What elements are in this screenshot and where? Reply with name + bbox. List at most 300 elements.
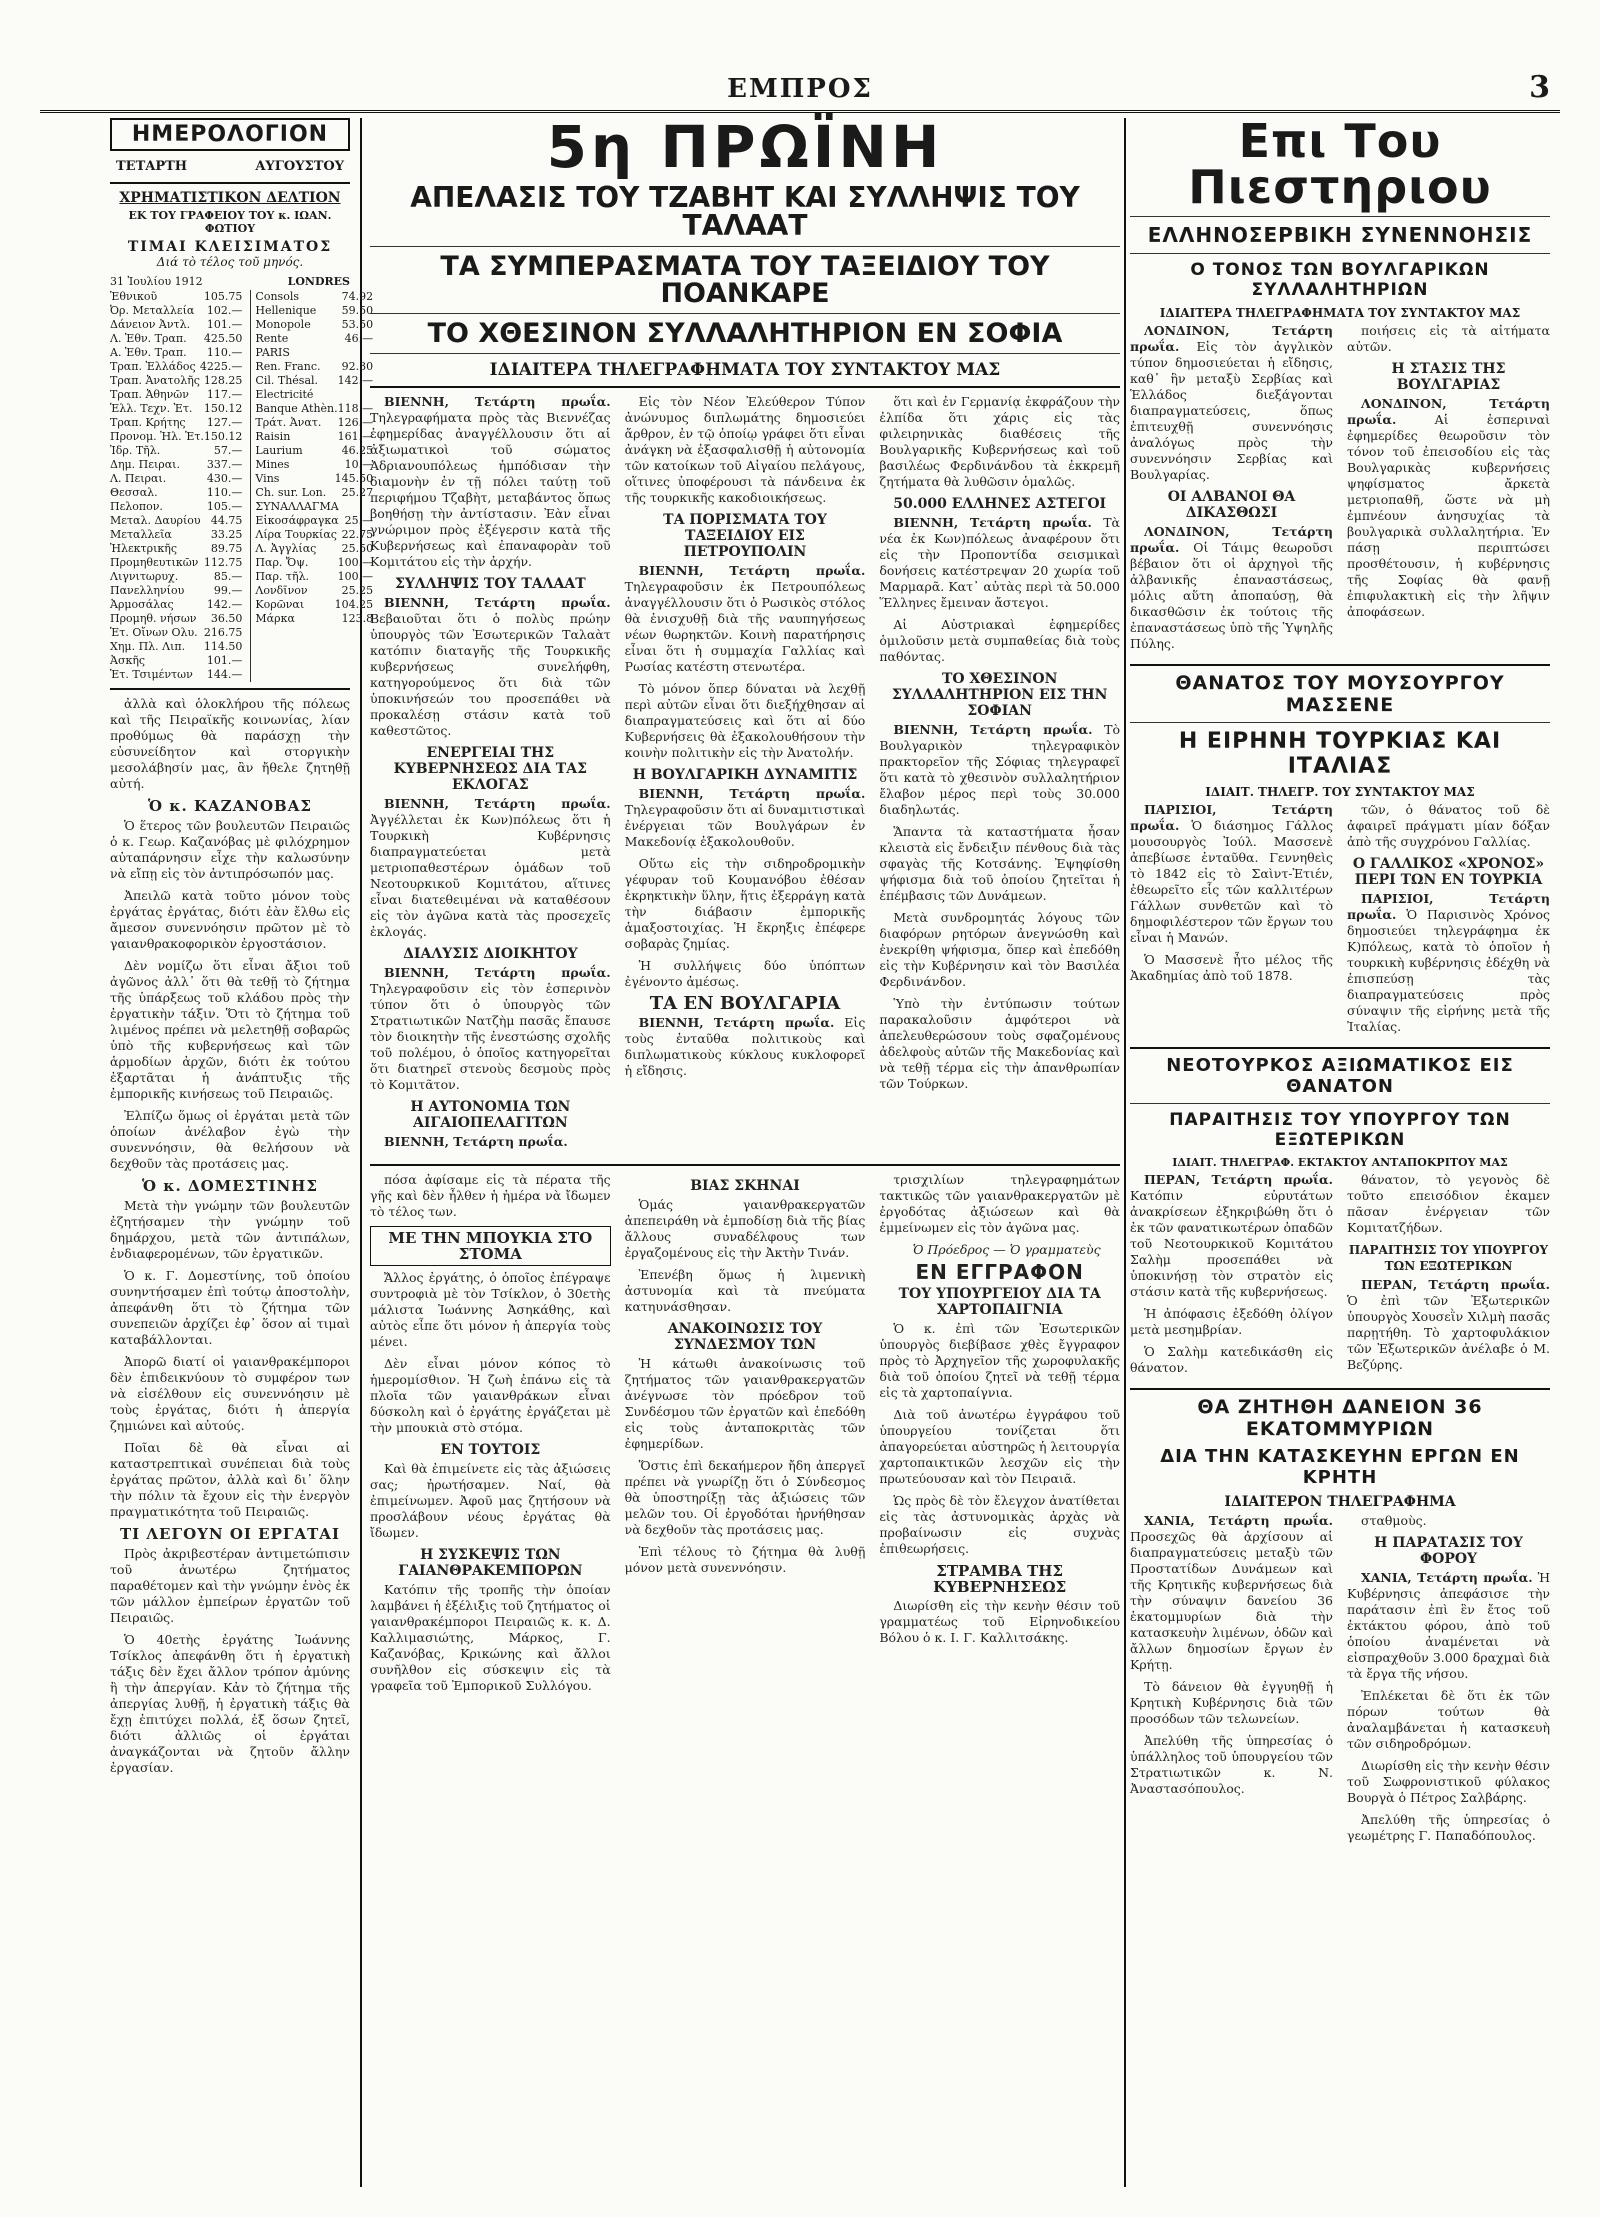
subheading: ΙΔΙΑΙΤΕΡΑ ΤΗΛΕΓΡΑΦΗΜΑΤΑ ΤΟΥ ΣΥΝΤΑΚΤΟΥ ΜΑΣ (1159, 306, 1521, 320)
paragraph: Ἀπειλῶ κατὰ τοῦτο μόνον τοὺς ἐργάτας ἐργάτας, διότι ἐὰν ἔλθω εἰς ἄμεσον συνεννόησιν πρῶτον μὲ τὸ γαιανθρακοφορικὸν ἐργοστάσιον. (110, 888, 350, 951)
market-date-row (110, 275, 350, 288)
article-heading: ΣΥΛΛΗΨΙΣ ΤΟΥ ΤΑΛΑΑΤ (394, 576, 586, 592)
paragraph: Ὁ ἕτερος τῶν βουλευτῶν Πειραιῶς ὁ κ. Γεωρ. Καζανόβας μὲ φιλόχρημον αὐταπάρνησιν εἶχε τὴν καλωσύνην νὰ εἴπῃ εἰς τὸν ἀντιπρόσωπόν μας. (110, 818, 350, 881)
article-text: ποιήσεις εἰς τὰ αἰτήματα αὐτῶν. (1347, 323, 1550, 354)
news-column-right (1347, 802, 1550, 1041)
article-text: Εἰς τοὺς ἐνταῦθα πολιτικοὺς καὶ διπλωματικοὺς κύκλους κυκλοφορεῖ ἡ εἴδησις. (624, 1015, 866, 1078)
market-row (255, 318, 373, 332)
market-price: 25.— (344, 514, 374, 527)
market-security-name: Τραπ. Ἀθηνῶν (110, 388, 189, 401)
signature-line: Ὁ Πρόεδρος — Ὁ γραμματεὺς (912, 1242, 1101, 1257)
article-text: Ἡ συλλήψεις δύο ὑπόπτων ἐγένοντο ἀμέσως. (624, 958, 866, 989)
market-security-name: Α. Ἐθν. Τραπ. (110, 346, 187, 359)
news-grid-3 (1130, 1172, 1550, 1382)
divider (110, 688, 350, 690)
market-row (110, 584, 242, 598)
article-text: Ἄλλος ἐργάτης, ὁ ὁποῖος ἐπέγραψε συντροφιὰ μὲ τὸν Τσίκλον, ὁ 30ετὴς μάλιστα Ἰωάννης Ἀσηκάθης, καὶ αὐτὸς εἶπε ὅτι μόνον ἡ ἀπεργία τοὺς μένει. (370, 1270, 611, 1349)
market-price: 102.— (206, 304, 243, 317)
article-text: Ἅπαντα τὰ καταστήματα ἦσαν κλειστὰ εἰς ἔνδειξιν πένθους διὰ τὰς σφαγὰς τῆς Κοτσάνης. Ἐψηφίσθη ψήφισμα διὰ τοῦ ὁποίου ζητεῖται ἡ ἐπέμβασις τῶν Δυνάμεων. (879, 824, 1120, 903)
market-row (110, 514, 242, 528)
market-row (255, 570, 373, 584)
article-text: Ἐπὶ τέλους τὸ ζήτημα θὰ λυθῇ μόνον μετὰ συνεννόησιν. (624, 1544, 866, 1575)
article-text: Τηλεγραφοῦσιν ὅτι αἱ δυναμιτιστικαὶ ἐνέργειαι τῶν Βουλγάρων ἐν Μακεδονίᾳ ἐξακολουθοῦν. (624, 802, 866, 849)
market-security-name: Λ. Ἀγγλίας (255, 542, 317, 555)
market-price: 110.— (206, 346, 243, 359)
dateline: ΒΙΕΝΝΗ, Τετάρτη πρωΐα. (384, 1134, 568, 1149)
dateline: ΧΑΝΙΑ, Τετάρτη πρωΐα. (1144, 1513, 1333, 1528)
article-text: Τὸ μόνον ὅπερ δύναται νὰ λεχθῇ περὶ αὐτῶν εἶναι ὅτι διεξήχθησαν αἱ διαπραγματεύσεις καὶ ὅτι αἱ δύο Κυβερνήσεις θὰ ἐξακολουθήσουν τὴν κοινὴν πολιτικὴν εἰς τὴν Ἀνατολήν. (624, 681, 866, 760)
market-price: 145.50 (334, 472, 374, 485)
column-rule (1124, 118, 1126, 2187)
market-security-name: Consols (255, 290, 299, 303)
subheading: ΙΔΙΑΙΤΕΡΟΝ ΤΗΛΕΓΡΑΦΗΜΑ (1224, 1494, 1456, 1510)
market-security-name: Monopole (255, 318, 311, 331)
article-heading: Η ΣΤΑΣΙΣ ΤΗΣ ΒΟΥΛΓΑΡΙΑΣ (1391, 361, 1506, 393)
market-row (255, 598, 373, 612)
dateline: ΒΙΕΝΝΗ, Τετάρτη πρωΐα. (893, 722, 1093, 737)
market-row (255, 486, 373, 500)
market-security-name: Ἑτ. Οἴνων Ολυ. (110, 626, 198, 639)
dateline: ΒΙΕΝΝΗ, Τετάρτη πρωΐα. (384, 394, 611, 409)
market-row (110, 458, 242, 472)
market-row (255, 500, 373, 514)
market-security-name: Λονδῖνον (255, 584, 308, 597)
telegram-column-c (879, 394, 1120, 1156)
market-right-list (250, 290, 373, 682)
headline: ΔΙΑ ΤΗΝ ΚΑΤΑΣΚΕΥΗΝ ΕΡΓΩΝ ΕΝ ΚΡΗΤΗ (1160, 1446, 1520, 1488)
article-text: Τὸ δάνειον θὰ ἐγγυηθῇ ἡ Κρητικὴ Κυβέρνησις διὰ τῶν προσόδων τῶν τελωνείων. (1130, 1679, 1333, 1726)
market-row (110, 570, 242, 584)
market-security-name: Rente (255, 332, 289, 345)
article-heading: Η ΣΥΣΚΕΨΙΣ ΤΩΝ ΓΑΙΑΝΘΡΑΚΕΜΠΟΡΩΝ (398, 1547, 583, 1579)
market-security-name: Μεταλ. Δαυρίου (110, 514, 201, 527)
news-column-right (1347, 1513, 1550, 1850)
article-heading: ΕΝ ΕΓΓΡΑΦΟΝ (915, 1260, 1084, 1284)
market-row (110, 668, 242, 682)
local-column-middle (625, 1172, 866, 1700)
market-security-name: Προνομ. Ἠλ. Ἑτ. (110, 430, 204, 443)
article-heading: ΕΝ ΤΟΥΤΟΙΣ (440, 1442, 541, 1458)
headline: ΠΑΡΑΙΤΗΣΙΣ ΤΟΥ ΥΠΟΥΡΓΟΥ ΤΩΝ ΕΞΩΤΕΡΙΚΩΝ (1169, 1110, 1511, 1150)
article-text: Διωρίσθη εἰς τὴν κενὴν θέσιν τοῦ γραμματέως τοῦ Εἰρηνοδικείου Βόλου ὁ κ. Ι. Γ. Καλλιτσάκης. (879, 1598, 1120, 1645)
month: ΑΥΓΟΥΣΤΟΥ (255, 159, 344, 174)
market-security-name: PARIS (255, 346, 290, 359)
market-row (110, 402, 242, 416)
market-row (110, 472, 242, 486)
article-text: Κατόπιν τῆς τροπῆς τὴν ὁποίαν λαμβάνει ἡ ἐξέλιξις τοῦ ζητήματος οἱ γαιανθρακέμποροι Πειραιῶς κ. κ. Δ. Καλλιμασιώτης, Μάρκος, Γ. Καζανόβας, Κρικώνης καὶ ἄλλοι συνῆλθον εἰς σύσκεψιν εἰς τὰ γραφεῖα τοῦ Ἐμπορικοῦ Συλλόγου. (370, 1582, 611, 1693)
market-price: 127.— (206, 416, 243, 429)
market-row (110, 374, 242, 388)
market-price: 25.50 (341, 542, 374, 555)
market-security-name: Ren. Franc. (255, 360, 321, 373)
market-security-name: Vins (255, 472, 280, 485)
divider (1130, 253, 1550, 254)
market-security-name: Electricité (255, 388, 314, 401)
article-text: Ἡ ἀπόφασις ἐξεδόθη ὀλίγον μετὰ μεσημβρίαν. (1130, 1306, 1333, 1337)
article-text: Ἐπλέκεται δὲ ὅτι ἐκ τῶν πόρων τούτων θὰ ἀναλαμβάνεται ἡ κατασκευὴ τῶν σιδηροδρόμων. (1347, 1688, 1550, 1751)
telegram-column-b (625, 394, 866, 1156)
article-text: Ἡ Κυβέρνησις ἀπεφάσισε τὴν παράτασιν ἐπὶ ἓν ἔτος τοῦ ἐκτάκτου φόρου, ἀπὸ τοῦ ὁποίου ἀναμένεται νὰ εἰσπραχθοῦν 3.000 δραχμαὶ διὰ τὰ ἔργα τῆς νήσου. (1347, 1570, 1550, 1681)
market-security-name: Ἰδρ. Τῆλ. (110, 444, 161, 457)
subheading: ΙΔΙΑΙΤ. ΤΗΛΕΓΡ. ΤΟΥ ΣΥΝΤΑΚΤΟΥ ΜΑΣ (1205, 785, 1475, 799)
news-column-left (1130, 802, 1333, 1041)
paragraph: Ὁ 40ετὴς ἐργάτης Ἰωάννης Τσίκλος ἀπεφάνθη ὅτι ἡ ἐργατικὴ τάξις δὲν ἔχει ἄλλον τρόπον ἀμύνης ἢ τὴν ἀπεργίαν. Κἀν τὸ ζήτημα τῆς ἀπεργίας λυθῇ, ἡ ἐργατικὴ τάξις θὰ ἔχῃ ἐπιτύχει πολλά, ἐξ ὅσων ζητεῖ, διότι ἀλλιῶς οἱ ἐργάται ἀναγκάζονται νὰ ζητοῦν ἄλλην ἐργασίαν. (110, 1632, 350, 1775)
headline-3: ΤΟ ΧΘΕΣΙΝΟΝ ΣΥΛΛΑΛΗΤΗΡΙΟΝ ΕΝ ΣΟΦΙΑ (427, 318, 1063, 349)
market-left-list (110, 290, 242, 682)
divider (370, 353, 1120, 354)
local-column-left (370, 1172, 611, 1700)
market-row (110, 430, 242, 444)
market-row (255, 556, 373, 570)
market-price: 430.— (206, 472, 243, 485)
article-heading: ΜΕ ΤΗΝ ΜΠΟΥΚΙΑ ΣΤΟ ΣΤΟΜΑ (370, 1226, 611, 1266)
market-price: 46.25 (341, 444, 374, 457)
market-security-name: Λίρα Τουρκίας (255, 528, 337, 541)
market-security-name: Παρ. Ὄψ. (255, 556, 309, 569)
market-price: 101.— (206, 654, 243, 667)
news-grid-1 (1130, 323, 1550, 658)
market-security-name: Ὀρ. Μεταλλεία (110, 304, 195, 317)
market-row (255, 444, 373, 458)
market-price: 110.— (206, 486, 243, 499)
market-row (255, 346, 373, 360)
dateline: ΒΙΕΝΝΗ, Τετάρτη πρωΐα. (638, 1015, 835, 1030)
headline-2: ΤΑ ΣΥΜΠΕΡΑΣΜΑΤΑ ΤΟΥ ΤΑΞΕΙΔΙΟΥ ΤΟΥ ΠΟΑΝΚΑΡΕ (440, 251, 1050, 309)
latest-news-column (1130, 114, 1550, 2187)
market-price: 123.8 (341, 612, 374, 625)
calendar-column (110, 118, 374, 2187)
market-row (110, 626, 242, 640)
market-security-name: Cil. Thésal. (255, 374, 319, 387)
market-row (255, 584, 373, 598)
market-security-name: Τραπ. Ἐλλάδος (110, 360, 196, 373)
divider (1130, 216, 1550, 217)
article-text: τῶν, ὁ θάνατος τοῦ δὲ ἀφαιρεῖ πράγματι μίαν δόξαν ἀπὸ τῆς συγχρόνου Γαλλίας. (1347, 802, 1550, 849)
market-price: 105.— (206, 500, 243, 513)
article-text: θάνατον, τὸ γεγονὸς δὲ τοῦτο επεισόδιον ἐκαμεν πᾶσαν ἐνέργειαν τῶν Κομιτατζήδων. (1347, 1172, 1550, 1235)
article-text: Ὡς πρὸς δὲ τὸν ἔλεγχον ἀνατίθεται εἰς τὰς ἀστυνομικὰς ἀρχὰς νὰ προβαίνωσιν εἰς συχνὰς ἐπιθεωρήσεις. (879, 1493, 1120, 1556)
market-row (110, 542, 242, 556)
market-row (110, 304, 242, 318)
banner-headline: 5η ΠΡΩΪΝΗ (546, 113, 944, 181)
market-price: 112.75 (203, 556, 243, 569)
market-price: 101.— (206, 318, 243, 331)
market-row (110, 500, 242, 514)
news-column-left (1130, 1172, 1333, 1382)
headline-1: ΑΠΕΛΑΣΙΣ ΤΟΥ ΤΖΑΒΗΤ ΚΑΙ ΣΥΛΛΗΨΙΣ ΤΟΥ ΤΑΛΑΑΤ (410, 181, 1080, 242)
market-security-name: Ἠλεκτρικῆς (110, 542, 178, 555)
market-security-name: Λιγνιτωρυχ. (110, 570, 179, 583)
market-security-name: Πελοπον. (110, 500, 163, 513)
dateline: ΒΙΕΝΝΗ, Τετάρτη πρωΐα. (638, 786, 866, 801)
market-security-name: Κορῶναι (255, 598, 305, 611)
market-security-name: ΣΥΝΑΛΛΑΓΜΑ (255, 500, 339, 513)
market-row (110, 598, 242, 612)
paragraph: Ὁ κ. Γ. Δομεστίνης, τοῦ ὁποίου συνηντήσαμεν ἐπὶ τούτῳ ἀποστολὴν, ἀπεφάνθη ὅτι τὸ ζήτημα τῶν συνεπειῶν ἀρχίζει ἐφ᾽ ὅσον αἱ τιμαὶ καταβάλλονται. (110, 1268, 350, 1347)
market-price: 33.25 (210, 528, 243, 541)
headline: Η ΕΙΡΗΝΗ ΤΟΥΡΚΙΑΣ ΚΑΙ ΙΤΑΛΙΑΣ (1178, 729, 1502, 779)
section-heading: ΤΙ ΛΕΓΟΥΝ ΟΙ ΕΡΓΑΤΑΙ (120, 1525, 340, 1543)
market-security-name: Μάρκα (255, 612, 295, 625)
article-text: Κατόπιν εὐρυτάτων ἀνακρίσεων ἐξηκριβώθη ὅτι ὁ ἐκ τῶν φανατικωτέρων ὀπαδῶν τοῦ Νεοτουρκικοῦ Κομιτάτου Σαλὴμ προσεπάθει νὰ ὑποκινήσῃ τὸν στρατὸν εἰς στάσιν κατὰ τῆς κυβερνήσεως. (1130, 1188, 1333, 1299)
dateline: ΒΙΕΝΝΗ, Τετάρτη πρωΐα. (384, 796, 611, 811)
market-heading: ΧΡΗΜΑΤΙΣΤΙΚΟΝ ΔΕΛΤΙΟΝ (119, 190, 341, 206)
dateline: ΒΙΕΝΝΗ, Τετάρτη πρωΐα. (893, 515, 1092, 530)
news-grid-2 (1130, 802, 1550, 1041)
masthead (40, 70, 1560, 113)
market-table (110, 290, 374, 682)
article-text: Ὁ διάσημος Γάλλος μουσουργὸς Ἰούλ. Μασσενὲ ἀπεβίωσε ἐνταῦθα. Γεννηθεὶς τὸ 1842 εἰς τὸ Σαὶντ-Ἐτιέν, ἐθεωρεῖτο εἷς τῶν καλλιτέρων Γάλλων συνθετῶν καὶ τὸ δημοφιλέστερον τῶν ἔργων του εἶναι ἡ Μανών. (1130, 818, 1333, 945)
paragraph: Δὲν νομίζω ὅτι εἶναι ἄξιοι τοῦ ἀγῶνος ἀλλ᾽ ὅτι θὰ τεθῇ τὸ ζήτημα τῆς ὑπάρξεως τοῦ κλάδου πρὸς τὴν ἐργατικὴν τάξιν. Ὅτι τὸ ζήτημα τοῦ λιμένος πρέπει νὰ μελετηθῇ σοβαρῶς ὑπὸ τῆς κυβερνήσεως καὶ τῶν ἁρμοδίων ἀρχῶν, διότι ἐκ τούτου ἐξαρτᾶται ἡ ἀνάπτυξις τῆς ἐμπορικῆς κινήσεως τοῦ Πειραιῶς. (110, 958, 350, 1101)
article-text: Ὅστις ἐπὶ δεκαήμερον ἤδη ἀπεργεῖ πρέπει νὰ γνωρίζῃ ὅτι ὁ Σύνδεσμος θὰ ὑποστηρίξῃ τὰς ἀξιώσεις τῶν μελῶν του. Οἱ ἐργοδόται ἠρνήθησαν νὰ δεχθοῦν τὰς προτάσεις μας. (624, 1458, 866, 1537)
market-row (255, 290, 373, 304)
market-security-name: Laurium (255, 444, 303, 457)
article-text: Ἀγγέλλεται ἐκ Κων)πόλεως ὅτι ἡ Τουρκικὴ Κυβέρνησις διαπραγματεύεται μετὰ μετριοπαθεστέρων ὁμάδων τοῦ Νεοτουρκικοῦ Κομιτάτου, αἵτινες εἶναι διατεθειμέναι νὰ καταθέσουν εἰς τὸν ἀγῶνα κατὰ τὰς προσεχεῖς ἐκλογάς. (370, 812, 611, 939)
article-text: Ὁ Παρισινὸς Χρόνος δημοσιεύει τηλεγράφημα ἐκ Κ)πόλεως, κατὰ τὸ ὁποῖον ἡ τουρκικὴ κυβέρνησις ἐδέχθη νὰ ἐπισπεύσῃ τὰς διαπραγματεύσεις πρὸς σύναψιν τῆς εἰρήνης μετὰ τῆς Ἰταλίας. (1347, 907, 1550, 1034)
paragraph: ἀλλὰ καὶ ὁλοκλήρου τῆς πόλεως καὶ τῆς Πειραϊκῆς κοινωνίας, λίαν προθύμως θὰ παράσχῃ τὴν εὐσυνείδητον καὶ στοργικὴν μεσολάβησίν μας, ἂν ἤθελε ζητηθῇ αὐτή. (110, 696, 350, 791)
divider (1130, 722, 1550, 723)
section-heading: Ὁ κ. ΚΑΖΑΝΟΒΑΣ (148, 797, 312, 815)
dateline: ΛΟΝΔΙΝΟΝ, Τετάρτη πρωΐα. (1130, 524, 1333, 555)
paragraph: Πρὸς ἀκριβεστέραν ἀντιμετώπισιν τοῦ ἀνωτέρω ζητήματος παραθέτομεν καὶ τὴν γνώμην ἑνὸς ἐκ τῶν μάλλον ἐμπείρων ἐργατῶν τοῦ Πειραιῶς. (110, 1546, 350, 1625)
article-text: Ὁ Σαλὴμ κατεδικάσθη εἰς θάνατον. (1130, 1344, 1333, 1375)
market-security-name: Ἀσκῆς (110, 654, 146, 667)
market-price: 59.50 (341, 304, 374, 317)
article-text: Τηλεγραφοῦσιν εἰς τὸν ἑσπερινὸν τύπον ὅτι ὁ ὑπουργὸς τῶν Στρατιωτικῶν Νατζὴμ πασᾶς ἔπαυσε τὸν διοικητὴν τῆς ἐνεστώσης σχολῆς τοῦ πολέμου, ὁ ὁποῖος κατηγορεῖται ὅτι διατηρεῖ στενοὺς δεσμοὺς πρὸς τὸ Κομιτᾶτον. (370, 981, 611, 1092)
article-text: Αἱ ἑσπεριναὶ ἐφημερίδες θεωροῦσιν τὸν τόνον τοῦ ἐπεισοδίου εἰς τὰς Βουλγαρικὰς κυβερνήσεις ψηφίσματος ἄρκετὰ μετριοπαθῆ, ὥστε νὰ μὴ ἐμπνέουν ἀνησυχίας τὰ βουλγαρικὰ συλλαλητήρια. Ἐν πάσῃ περιπτώσει προσθέτουσιν, ἡ κυβέρνησις τῆς Σοφίας θὰ φανῇ ἐπιφυλακτικὴ εἰς τὴν λῆψιν ἀποφάσεων. (1347, 412, 1550, 619)
article-text: Οὕτω εἰς τὴν σιδηροδρομικὴν γέφυραν τοῦ Κουμανόβου ἐθέσαν ἐκρηκτικὴν ὕλην, ἥτις ἐξερράγη κατὰ τὴν διάβασιν ἐμπορικῆς ἁμαξοστοιχίας. Ἡ ἔκρηξις ἐπέφερε σοβαρὰς ζημίας. (624, 856, 866, 951)
article-text: Βεβαιοῦται ὅτι ὁ πολὺς πρώην ὑπουργὸς τῶν Ἐσωτερικῶν Ταλαὰτ κατόπιν διαταγῆς τῆς Τουρκικῆς κυβερνήσεως συνελήφθη, κατηγορούμενος ὅτι διὰ τῶν ὑποκινήσεών του προσεπάθει νὰ προκαλέσῃ στάσιν κατὰ τοῦ καθεστῶτος. (370, 611, 611, 738)
headline: Ο ΤΟΝΟΣ ΤΩΝ ΒΟΥΛΓΑΡΙΚΩΝ ΣΥΛΛΑΛΗΤΗΡΙΩΝ (1190, 260, 1490, 300)
article-text: Ἡ κάτωθι ἀνακοίνωσις τοῦ ζητήματος τῶν γαιανθρακεργατῶν ἀνέγνωσε τὸν πρόεδρον τοῦ Συνδέσμου τῶν ἐργατῶν καὶ ἐπεδόθη εἰς τοὺς ἀνταποκριτὰς τῶν ἐφημερίδων. (624, 1356, 866, 1451)
article-text: Ἀπελύθη τῆς ὑπηρεσίας ὁ γεωμέτρης Γ. Παπαδόπουλος. (1347, 1812, 1550, 1843)
headline: ΘΑΝΑΤΟΣ ΤΟΥ ΜΟΥΣΟΥΡΓΟΥ ΜΑΣΣΕΝΕ (1175, 672, 1505, 716)
market-price: 100.— (337, 570, 374, 583)
article-heading: ΔΙΑΛΥΣΙΣ ΔΙΟΙΚΗΤΟΥ (403, 946, 578, 962)
market-price: 25.25 (341, 584, 374, 597)
newspaper-name: ΕΜΠΡΟΣ (727, 74, 873, 104)
news-column-right (1347, 323, 1550, 658)
market-row (255, 374, 373, 388)
market-security-name: Πανελληνίου (110, 584, 185, 597)
article-text: Διὰ τοῦ ἀνωτέρω ἐγγράφου τοῦ ὑπουργείου τονίζεται ὅτι ἀπαγορεύεται αὐστηρῶς ἡ λειτουργία χαρτοπαικτικῶν λεσχῶν εἰς τὴν πρωτεύουσαν καὶ τὸν Πειραιᾶ. (879, 1407, 1121, 1486)
dateline: ΛΟΝΔΙΝΟΝ, Τετάρτη πρωΐα. (1347, 396, 1550, 427)
market-price: 150.12 (203, 430, 243, 443)
news-grid-4 (1130, 1513, 1550, 1850)
market-price: 118.— (337, 402, 374, 415)
market-price: 53.50 (341, 318, 374, 331)
market-note: Διά τὸ τέλος τοῦ μηνός. (156, 255, 304, 269)
market-row (255, 528, 373, 542)
market-row (110, 346, 242, 360)
market-row (255, 458, 373, 472)
market-row (110, 360, 242, 374)
market-price: 142.— (206, 598, 243, 611)
market-price: 57.— (213, 444, 243, 457)
market-row (255, 332, 373, 346)
article-text: Τηλεγραφοῦσιν ἐκ Πετρουπόλεως ἀναγγέλλουσιν ὅτι ὁ Ρωσικὸς στόλος θὰ ἐνισχυθῇ διὰ τῆς ναυπηγήσεως νέων θωρηκτῶν. Κοινὴ παρατήρησις εἶναι ὅτι ἡ συμμαχία Γαλλίας καὶ Ρωσίας κατέστη στενωτέρα. (624, 579, 866, 674)
market-price: 117.— (206, 388, 243, 401)
article-heading: Ο ΓΑΛΛΙΚΟΣ «ΧΡΟΝΟΣ» ΠΕΡΙ ΤΩΝ ΕΝ ΤΟΥΡΚΙΑ (1352, 856, 1545, 888)
article-text: τρισχιλίων τηλεγραφημάτων τακτικῶς τῶν γαιανθρακεργατῶν μὲ ἐργοδότας ἀξιώσεων καὶ θὰ ἐμμείνωμεν εἰς τὸν ἀγῶνα μας. (879, 1172, 1120, 1235)
calendar-title: ΗΜΕΡΟΛΟΓΙΟΝ (110, 118, 350, 151)
article-text: Μετὰ συνδρομητάς λόγους τῶν διαφόρων ρητόρων ἀνεγνώσθη καὶ ἐνεκρίθη ψήφισμα, ὅπερ καὶ ἐπεδόθη εἰς τὴν Κυβέρνησιν καὶ τὸν Βασιλέα Φερδινάνδον. (879, 910, 1120, 989)
article-heading: ΟΙ ΑΛΒΑΝΟΙ ΘΑ ΔΙΚΑΣΘΩΣΙ (1167, 489, 1296, 521)
subheading: ΙΔΙΑΙΤ. ΤΗΛΕΓΡΑΦ. ΕΚΤΑΚΤΟΥ ΑΝΤΑΠΟΚΡΙΤΟΥ ΜΑΣ (1172, 1156, 1508, 1169)
article-text: Αἱ Αὐστριακαὶ ἐφημερίδες ὁμιλοῦσιν μετὰ συμπαθείας διὰ τοὺς παθόντας. (879, 617, 1120, 664)
market-security-name: Raisin (255, 430, 291, 443)
market-row (110, 388, 242, 402)
market-price: 161.— (337, 430, 374, 443)
paragraph: Ἐλπίζω ὅμως οἱ ἐργάται μετὰ τῶν ὁποίων ἀνέλαβον ἐγὼ τὴν συνεννόησιν, θὰ θελήσουν νὰ δεχθοῦν τὰς προτάσεις μας. (110, 1108, 350, 1171)
market-row (255, 472, 373, 486)
divider (370, 313, 1120, 314)
market-price: 104.25 (334, 598, 374, 611)
market-security-name: Τραπ. Κρήτης (110, 416, 186, 429)
article-heading: ΒΙΑΣ ΣΚΗΝΑΙ (690, 1178, 800, 1194)
market-security-name: Ἑλλ. Τεχν. Ἑτ. (110, 402, 193, 415)
article-text: πόσα ἀφίσαμε εἰς τὰ πέρατα τῆς γῆς καὶ δὲν ἦλθεν ἡ ἡμέρα νὰ ἴδωμεν τὸ τέλος των. (370, 1172, 611, 1219)
market-row (110, 290, 242, 304)
divider (1130, 1047, 1550, 1049)
dateline: ΠΕΡΑΝ, Τετάρτη πρωΐα. (1361, 1277, 1550, 1292)
article-text: σταθμοὺς. (1361, 1513, 1427, 1528)
market-row (110, 486, 242, 500)
market-date: 31 Ἰουλίου 1912 (110, 275, 203, 288)
market-security-name: Εἰκοσάφραγκα (255, 514, 339, 527)
market-row (255, 612, 373, 626)
market-price: 36.50 (210, 612, 243, 625)
local-column-right (879, 1172, 1120, 1700)
divider (1130, 664, 1550, 666)
market-price: 10.— (344, 458, 374, 471)
market-row (110, 318, 242, 332)
article-text: Ὑπὸ τὴν ἐντύπωσιν τούτων παρακαλοῦσιν ἀμφότεροι νὰ ἀπελευθερώσουν τοὺς σφαζομένους ἀδελφοὺς αὐτῶν τῆς Μακεδονίας καὶ νὰ τεθῇ τέρμα εἰς τὴν ἀπανθρωπίαν τῶν Τούρκων. (879, 996, 1120, 1091)
section-heading: Ὁ κ. ΔΟΜΕΣΤΙΝΗΣ (142, 1177, 318, 1195)
market-price: 337.— (206, 458, 243, 471)
article-text: Καὶ θὰ ἐπιμείνετε εἰς τὰς ἀξιώσεις σας; ἠρωτήσαμεν. Ναί, θὰ ἐπιμείνωμεν. Ἀφοῦ μας ζητήσουν νὰ προσλάβουν νέους ἐργάτας θὰ ἴδωμεν. (370, 1461, 611, 1540)
market-security-name: Τράτ. Ἀνατ. (255, 416, 322, 429)
market-row (110, 612, 242, 626)
dateline: ΒΙΕΝΝΗ, Τετάρτη πρωΐα. (384, 595, 611, 610)
subheading: ΙΔΙΑΙΤΕΡΑ ΤΗΛΕΓΡΑΦΗΜΑΤΑ ΤΟΥ ΣΥΝΤΑΚΤΟΥ ΜΑΣ (489, 360, 1001, 380)
market-row (110, 640, 242, 654)
article-heading: ΤΑ ΕΝ ΒΟΥΛΓΑΡΙΑ (649, 993, 841, 1014)
article-text: Δὲν εἶναι μόνον κόπος τὸ ἡμερομίσθιον. Ἡ ζωὴ ἐπάνω εἰς τὰ πλοῖα τῶν γαιανθράκων εἶναι δύσκολη καὶ ὁ ἐργάτης ἐργάζεται μὲ τὴν μπουκιὰ στὸ στόμα. (370, 1356, 611, 1435)
market-subtitle: ΤΙΜΑΙ ΚΛΕΙΣΙΜΑΤΟΣ (127, 239, 333, 255)
page-number: 3 (1529, 70, 1550, 105)
dateline: ΠΑΡΙΣΙΟΙ, Τετάρτη πρωΐα. (1347, 891, 1550, 922)
market-source: ΕΚ ΤΟΥ ΓΡΑΦΕΙΟΥ ΤΟΥ κ. ΙΩΑΝ. ΦΩΤΙΟΥ (128, 209, 332, 235)
article-subheading: ΤΟΥ ΥΠΟΥΡΓΕΙΟΥ ΔΙΑ ΤΑ ΧΑΡΤΟΠΑΙΓΝΙΑ (898, 1286, 1101, 1318)
market-security-name: Ch. sur. Lon. (255, 486, 327, 499)
market-row (110, 556, 242, 570)
market-security-name: Λ. Ἐθν. Τραπ. (110, 332, 187, 345)
market-security-name: Προμηθευτικῶν (110, 556, 199, 569)
market-security-name: Τραπ. Ἀνατολῆς (110, 374, 200, 387)
article-heading: ΣΤΡΑΜΒΑ ΤΗΣ ΚΥΒΕΡΝΗΣΕΩΣ (933, 1562, 1067, 1596)
article-heading: ΠΑΡΑΙΤΗΣΙΣ ΤΟΥ ΥΠΟΥΡΓΟΥ ΤΩΝ ΕΞΩΤΕΡΙΚΩΝ (1348, 1243, 1549, 1273)
market-row (255, 360, 373, 374)
divider (1130, 1388, 1550, 1390)
article-text: Τὰ νέα ἐκ Κων)πόλεως ἀναφέρουν ὅτι εἰς τὴν Προποντίδα σεισμικαὶ δονήσεις κατέστρεψαν 20 χωρία τοῦ Μαρμαρᾶ. Κατ᾽ αὐτὰς περὶ τὰ 50.000 Ἕλληνες ἔμειναν ἄστεγοι. (879, 515, 1120, 610)
article-heading: 50.000 ΕΛΛΗΝΕΣ ΑΣΤΕΓΟΙ (893, 496, 1107, 512)
market-price: 100.— (337, 556, 374, 569)
market-row (255, 514, 373, 528)
divider (1130, 1103, 1550, 1104)
market-price: 46.— (344, 332, 374, 345)
dateline: ΧΑΝΙΑ, Τετάρτη πρωΐα. (1361, 1570, 1533, 1585)
market-security-name: Χημ. Πλ. Λιπ. (110, 640, 186, 653)
divider (370, 1164, 1120, 1166)
market-price: 99.— (213, 584, 243, 597)
market-price: 128.25 (203, 374, 243, 387)
market-price: 142.— (337, 374, 374, 387)
market-security-name: Λ. Πειραι. (110, 472, 167, 485)
market-row (110, 654, 242, 668)
market-security-name: Ἐθνικοῦ (110, 290, 158, 303)
market-price: 89.75 (210, 542, 243, 555)
market-row (110, 444, 242, 458)
paragraph: Ποῖαι δὲ θὰ εἶναι αἱ καταστρεπτικαὶ συνέπειαι διὰ τοὺς ἐργάτας πρῶτον, ἀλλὰ καὶ δι᾽ ὅλην τὴν πόλιν τὰ ἔχουν εἰς τὴν ἐνεργὸν πραγματικότητα τοῦ Πειραιῶς. (110, 1440, 350, 1519)
divider (370, 246, 1120, 247)
headline: ΘΑ ΖΗΤΗΘΗ ΔΑΝΕΙΟΝ 36 ΕΚΑΤΟΜΜΥΡΙΩΝ (1197, 1396, 1483, 1440)
banner-headline: Επι Του Πιεστηριου (1188, 114, 1492, 214)
divider (110, 182, 350, 184)
market-price: 4225.— (199, 360, 243, 373)
market-row (255, 402, 373, 416)
article-text: Ὁ Μασσενὲ ἦτο μέλος τῆς Ἀκαδημίας ἀπὸ τοῦ 1878. (1130, 952, 1333, 983)
article-text: Διωρίσθη εἰς τὴν κενὴν θέσιν τοῦ Σωφρονιστικοῦ φύλακος Βουργὰ ὁ Πέτρος Σαλβάρης. (1347, 1758, 1550, 1805)
article-text: Ὁ ἐπὶ τῶν Ἐξωτερικῶν ὑπουργὸς Χουσεῒν Χιλμὴ πασᾶς παρῃτήθη. Τὸ χαρτοφυλάκιον τῶν Ἐξωτερικῶν ἀνέλαβε ὁ Μ. Βεζύρης. (1347, 1293, 1550, 1372)
market-price: 425.50 (203, 332, 243, 345)
article-heading: Η ΑΥΤΟΝΟΜΙΑ ΤΩΝ ΑΙΓΑΙΟΠΕΛΑΓΙΤΩΝ (410, 1099, 571, 1131)
article-heading: Η ΠΑΡΑΤΑΣΙΣ ΤΟΥ ΦΟΡΟΥ (1374, 1535, 1523, 1567)
article-heading: ΤΑ ΠΟΡΙΣΜΑΤΑ ΤΟΥ ΤΑΞΕΙΔΙΟΥ ΕΙΣ ΠΕΤΡΟΥΠΟΛΙΝ (663, 512, 827, 560)
paragraph: Ἀπορῶ διατί οἱ γαιανθρακέμποροι δὲν ἐπιδεικνύουν τὸ συμφέρον των νὰ εἰσέλθουν εἰς συνεννόησιν μὲ τοὺς ἐργάτας, διότι ἡ ἀπεργία ζημιώνει καὶ αὐτούς. (110, 1354, 350, 1433)
market-row (110, 528, 242, 542)
news-column-left (1130, 1513, 1333, 1850)
market-row (255, 542, 373, 556)
market-price: 105.75 (203, 290, 243, 303)
weekday: ΤΕΤΑΡΤΗ (116, 159, 188, 174)
market-security-name: Banque Athèn. (255, 402, 338, 415)
market-row (110, 416, 242, 430)
dateline: ΠΕΡΑΝ, Τετάρτη πρωΐα. (1144, 1172, 1333, 1187)
article-text: Ὁ κ. ἐπὶ τῶν Ἐσωτερικῶν ὑπουργὸς διεβίβασε χθὲς ἔγγραφον πρὸς τὸ Ἀρχηγεῖον τῆς χωροφυλακῆς διὰ τοῦ ὁποίου ζητεῖ νὰ τεθῇ τέρμα εἰς τὰ χαρτοπαίγνια. (879, 1321, 1120, 1400)
dateline: ΒΙΕΝΝΗ, Τετάρτη πρωΐα. (638, 563, 866, 578)
market-security-name: Ἀρμοσάλας (110, 598, 174, 611)
article-text: Ἐπενέβη ὅμως ἡ λιμενικὴ ἀστυνομία καὶ τὰ πνεύματα κατηυνάσθησαν. (624, 1267, 866, 1314)
paragraph: Μετὰ τὴν γνώμην τῶν βουλευτῶν ἐζητήσαμεν τὴν γνώμην τοῦ δημάρχου, μετὰ τῶν ἀντιπάλων, ἐνδιαφερομένων, τῶν ἐργατικῶν. (110, 1198, 350, 1261)
market-row (255, 388, 373, 402)
local-news-grid (370, 1172, 1120, 1700)
telegram-column-a (370, 394, 611, 1156)
market-price: 85.— (213, 570, 243, 583)
market-price: 216.75 (203, 626, 243, 639)
dateline: ΛΟΝΔΙΝΟΝ, Τετάρτη πρωΐα. (1130, 323, 1333, 354)
market-price: 25.27 (341, 486, 374, 499)
market-price: 114.50 (203, 640, 243, 653)
dateline: ΠΑΡΙΣΙΟΙ, Τετάρτη πρωΐα. (1130, 802, 1333, 833)
divider (370, 386, 1120, 388)
article-text: Προσεχῶς θὰ ἀρχίσουν αἱ διαπραγματεύσεις μεταξὺ τῶν Προστατίδων Δυνάμεων καὶ τῆς Κρητικῆς κυβερνήσεως διὰ τὴν σύναψιν δανείου 36 ἑκατομμυρίων διὰ τὴν κατασκευὴν λιμένων, ὁδῶν καὶ ἄλλων δημοσίων ἔργων ἐν Κρήτῃ. (1130, 1529, 1333, 1672)
article-text: Τὸ Βουλγαρικὸν τηλεγραφικὸν πρακτορεῖον τῆς Σόφιας τηλεγραφεῖ ὅτι κατὰ τὸ χθεσινὸν συλλαλητήριον ἔλαβον μέρος περὶ τοὺς 30.000 διαδηλωτάς. (879, 722, 1120, 817)
market-security-name: Προμηθ. νήσων (110, 612, 197, 625)
market-security-name: Hellenique (255, 304, 317, 317)
article-text: Εἰς τὸν Νέον Ἐλεύθερον Τύπον ἀνώνυμος διπλωμάτης δημοσιεύει ἄρθρον, ἐν τῷ ὁποίῳ γράφει ὅτι εἶναι ἀνάγκη νὰ ἐξασφαλισθῇ ἡ αὐτονομία τῶν κατοίκων τοῦ Αἰγαίου πελάγους, οἵτινες ὑποφέρουσι τὰ πάνδεινα ἐκ τῆς τουρκικῆς κακοδιοικήσεως. (624, 394, 866, 505)
market-row (255, 304, 373, 318)
